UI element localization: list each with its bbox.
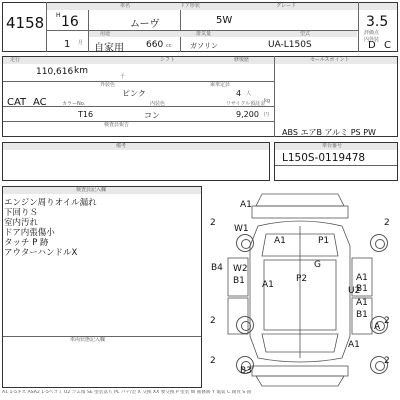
recycle-label: リサイクル預託金: [226, 101, 266, 107]
usage-label: 用途: [100, 31, 111, 37]
damage-mark: B1: [233, 276, 245, 286]
damage-mark: A1: [240, 200, 252, 210]
frame-number: L150S-0119478: [282, 152, 366, 164]
note-line: タッチ P 跡: [4, 238, 49, 248]
seats-unit: 人: [246, 91, 252, 97]
car-diagram: [202, 186, 398, 388]
damage-mark: 2: [210, 356, 216, 366]
front-right-tire-icon: [370, 234, 388, 252]
equipment-item: PS: [350, 128, 361, 137]
rear-left-tire-icon: [236, 316, 254, 334]
damage-mark: A1: [262, 280, 274, 290]
header-label-strip-2: [89, 31, 357, 37]
mileage-sub: 千: [120, 74, 126, 80]
score-label: 評価点: [364, 30, 380, 36]
displacement-label: 排気量: [196, 31, 212, 37]
damage-mark: A1: [356, 298, 368, 308]
equipment-item: ABS: [282, 128, 298, 137]
equipment-item: アルミ: [324, 128, 349, 137]
model-month: 1: [64, 39, 71, 50]
mileage-header: 走行: [10, 57, 21, 63]
month-unit: 月: [78, 40, 84, 46]
mileage: 110,616: [36, 67, 74, 77]
displacement: 660: [146, 40, 164, 50]
damage-mark: A1: [356, 273, 368, 283]
damage-mark: 2: [210, 218, 216, 228]
damage-mark: W2: [233, 264, 248, 274]
memo-label: 備考: [116, 143, 127, 149]
shift-header: シフト: [160, 57, 176, 63]
damage-mark: B4: [211, 263, 223, 273]
model-code-label: 型式: [300, 31, 311, 37]
seats: 4: [236, 89, 242, 98]
inspector-label: 検査員報告: [104, 122, 130, 128]
damage-mark: B1: [356, 310, 368, 320]
air-conditioning: AC: [33, 97, 47, 108]
damage-mark: B3: [240, 366, 252, 376]
frame-label: 車台番号: [322, 143, 343, 149]
displacement-unit: cc: [166, 43, 172, 49]
mileage-unit: km: [74, 66, 88, 76]
header-label-strip: [47, 3, 397, 10]
recycle-amount: 9,200: [236, 110, 259, 119]
memo-header-strip: [3, 143, 269, 150]
fuel-type: ガソリン: [190, 42, 218, 50]
damage-mark: B1: [356, 284, 368, 294]
damage-mark: W1: [234, 224, 249, 234]
model-name: ムーヴ: [130, 19, 160, 30]
interior-color: コン: [144, 111, 160, 120]
damage-mark: 2: [384, 218, 390, 228]
interior-color-label: 内装色: [150, 101, 166, 107]
damage-mark: A1: [348, 340, 360, 350]
damage-mark: A1: [274, 236, 286, 246]
doors-label: ドア形状: [180, 3, 200, 9]
load-unit: kg: [264, 98, 271, 104]
note-line: 室内汚れ: [4, 218, 39, 228]
equipment-item: PW: [363, 128, 376, 137]
lot-number: 4158: [6, 14, 45, 32]
year-prefix: H: [56, 12, 61, 19]
body-color: ピンク: [122, 89, 146, 98]
notes-header: 検査員記入欄: [76, 187, 107, 193]
grade-label: グレード: [276, 3, 297, 9]
damage-mark: G: [314, 260, 321, 270]
note-line: アウターハンドルX: [4, 248, 78, 258]
maker-label: 車名: [120, 3, 131, 9]
interior-grade: D: [368, 40, 376, 51]
auction-score: 3.5: [366, 14, 389, 30]
repair-header: 修復歴: [234, 57, 250, 63]
color-no-label: カラーNo.: [62, 101, 86, 107]
legend-footer: A1 1-5キズ ASA2 1-5ヘコミ U2 ゴム傷 SE 塗装落ち PL パテ/歪 X 交換 XX 要交換 P 塗装 W 補修跡 Y 亀裂 C 腐食 S 錆: [2, 390, 252, 395]
damage-mark: P2: [296, 274, 308, 284]
equipment-item: エアB: [300, 128, 322, 137]
model-year: 16: [61, 14, 79, 30]
damage-mark: U2: [348, 286, 361, 296]
note-line: ドア内張傷小: [4, 228, 55, 238]
color-code: T16: [78, 110, 94, 119]
door-type: 5W: [216, 15, 233, 26]
exterior-grade: C: [384, 40, 391, 51]
spec-line-1: [3, 81, 274, 82]
recycle-unit: 円: [264, 112, 270, 118]
seats-label: 乗車定員: [210, 82, 231, 88]
header-divider-3: [358, 2, 359, 52]
spec-line-3: [3, 121, 274, 122]
note-line: 下回りＳ: [4, 208, 39, 218]
interior-label: 内外装: [364, 37, 380, 43]
color-label: 外装色: [100, 82, 116, 88]
damage-mark: P1: [318, 236, 330, 246]
notes-footer-label: 車両状態記入欄: [70, 337, 106, 343]
damage-mark: 2: [384, 316, 390, 326]
model-code: UA-L150S: [268, 40, 312, 50]
sales-point-label: セールスポイント: [310, 57, 350, 63]
equipment-list: [282, 128, 376, 137]
transmission: CAT: [7, 97, 27, 108]
damage-mark: A: [374, 322, 381, 332]
frame-line: [275, 165, 397, 166]
front-left-tire-icon: [236, 234, 254, 252]
damage-mark: 2: [384, 356, 390, 366]
note-line: エンジン周りオイル漏れ: [4, 198, 97, 208]
spec-divider-main: [274, 56, 275, 137]
damage-mark: 2: [210, 316, 216, 326]
usage-type: 自家用: [94, 43, 124, 54]
